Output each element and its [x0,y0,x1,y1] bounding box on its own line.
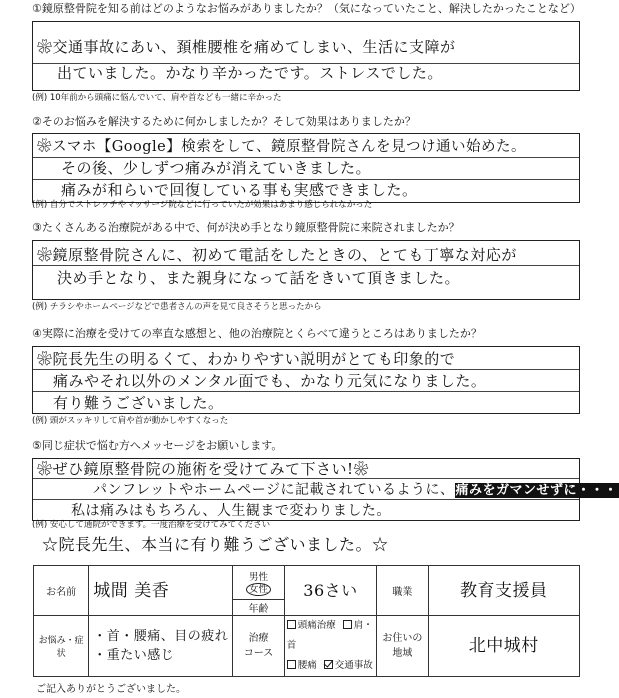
footer-thanks: ご記入ありがとうございました。 [36,684,186,695]
answer-box-3 [32,240,580,300]
gender-male: 男性 [249,572,269,583]
answer-2-line-3: 痛みが和らいで回復している事も実感できました。 [61,181,418,199]
answer-1-line-1: ❀交通事故にあい、頚椎腰椎を痛めてしまい、生活に支障が [37,38,456,56]
example-3: (例) チラシやホームページなどで患者さんの声を見て良さそうと思ったから [32,302,322,312]
symptom-value-cell [89,616,233,677]
course-shoulder-neck: 肩・首 [286,620,373,651]
answer-2-line-1: ❀スマホ【Google】検索をして、鏡原整骨院さんを見つけ通い始めた。 [37,139,526,155]
course-label [233,616,284,677]
age-value-cell [284,566,377,616]
example-5: (例) 安心して通院ができます。一度治療を受けてみてください [32,520,271,530]
symptom-line-1: ・首・腰痛、目の疲れ [93,629,229,644]
answer-4-line-1: ❀院長先生の明るくて、わかりやすい説明がとても印象的で [37,350,456,368]
question-4: ④実際に治療を受けての率直な感想と、他の治療院とくらべて違うところはありましたか？ [32,327,482,340]
answer-3-line-2: 決め手となり、また親身になって話をきいて頂きました。 [57,269,461,287]
name-label: お名前 [34,566,89,616]
course-checkbox-headache[interactable] [287,620,296,629]
job-label: 職業 [377,566,428,616]
symptom-label: お悩み・症状 [34,616,89,677]
course-headache: 頭痛治療 [297,620,336,631]
example-4: (例) 頭がスッキリして肩や首が動かしやすくなった [32,416,229,426]
question-3: ③たくさんある治療院がある中で、何が決め手となり鏡原整骨院に来院されましたか？ [32,221,460,234]
question-1: ①鏡原整骨院を知る前はどのようなお悩みがありましたか？（気になっていたこと、解決したかったことなど） [32,2,581,15]
question-2: ②そのお悩みを解決するために何かしましたか？そして効果はありましたか？ [32,115,416,128]
answer-box-1 [32,21,580,91]
answer-5-line-3: 私は痛みはもちろん、人生観まで変わりました。 [71,503,391,519]
course-options [284,616,377,677]
answer-5-line-2 [93,481,619,500]
course-back-pain: 腰痛 [297,660,317,671]
course-label-1: 治療 [248,633,269,644]
area-value-cell [428,616,579,677]
gender-cell [233,566,284,600]
answer-1-line-2: 出ていました。かなり辛かったです。ストレスでした。 [57,64,443,82]
symptom-line-2: ・重たい感じ [93,648,175,663]
answer-4-line-3: 有り難うございました。 [53,394,224,412]
area-value: 北中城村 [468,636,539,656]
answer-2-line-2: その後、少しずつ痛みが消えていきました。 [61,159,372,177]
age-label: 年齢 [233,600,284,616]
info-table [33,565,580,677]
answer-5-line-1: ❀ぜひ鏡原整骨院の施術を受けてみて下さい!❀ [37,460,370,478]
course-label-2: コース [243,648,274,659]
answer-4-line-2: 痛みやそれ以外のメンタル面でも、かなり元気になりました。 [53,372,487,390]
job-value: 教育支援員 [460,580,548,601]
age-value: 36さい [303,580,358,600]
job-value-cell [428,566,579,616]
name-value-cell [89,566,233,616]
answer-5-marker-text: 痛みをガマンせずに・・・ [455,483,618,498]
answer-box-2 [32,133,580,203]
course-traffic-accident: 交通事故 [334,660,373,671]
name-value: 城間 美香 [93,580,170,601]
answer-box-4 [32,346,580,414]
gender-female: 女性 [246,583,271,596]
question-5: ⑤同じ症状で悩む方へメッセージをお願いします。 [32,439,283,452]
answer-3-line-1: ❀鏡原整骨院さんに、初めて電話をしたときの、とても丁寧な対応が [37,246,517,264]
area-label-2: 地域 [392,648,413,659]
course-checkbox-back-pain[interactable] [287,660,296,669]
course-checkbox-shoulder-neck[interactable] [343,620,352,629]
closing-message: ☆院長先生、本当に有り難うございました。☆ [42,535,389,554]
course-checkbox-traffic-accident[interactable] [324,660,333,669]
example-1: (例) 10年前から頭痛に悩んでいて、肩や首なども一緒に辛かった [32,93,282,103]
area-label-1: お住いの [382,633,423,644]
example-2: (例) 自分でストレッチやマッサージ院などに行っていたが効果はあまり感じられなかった [32,200,373,210]
area-label [377,616,428,677]
answer-box-5 [32,458,618,521]
answer-5-line-2-text: パンフレットやホームページに記載されているように、 [93,482,455,498]
